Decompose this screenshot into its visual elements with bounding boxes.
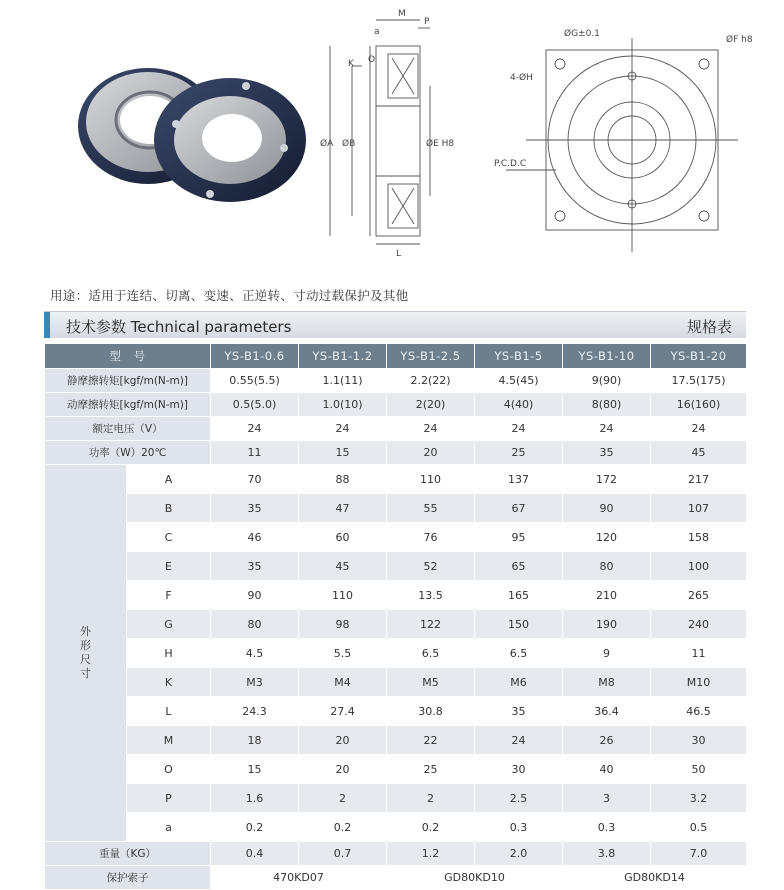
table-cell: 120	[563, 523, 651, 552]
table-cell: 47	[299, 494, 387, 523]
table-cell: M8	[563, 668, 651, 697]
table-cell: 45	[299, 552, 387, 581]
table-cell: 100	[651, 552, 747, 581]
label-H: 4-ØH	[510, 73, 533, 83]
table-cell: 11	[651, 639, 747, 668]
table-cell: 8(80)	[563, 393, 651, 417]
table-cell: 80	[211, 610, 299, 639]
table-cell: 80	[563, 552, 651, 581]
table-cell: 35	[211, 552, 299, 581]
table-cell: 76	[387, 523, 475, 552]
table-cell: 110	[299, 581, 387, 610]
table-cell: 22	[387, 726, 475, 755]
table-cell: 30	[475, 755, 563, 784]
dimension-label: G	[127, 610, 211, 639]
table-cell: 90	[563, 494, 651, 523]
table-cell: 30.8	[387, 697, 475, 726]
table-cell: 137	[475, 465, 563, 494]
table-cell: 24	[651, 417, 747, 441]
table-cell: 1.2	[387, 842, 475, 866]
table-cell: M5	[387, 668, 475, 697]
table-cell: 2	[387, 784, 475, 813]
row-label: 功率（W）20℃	[45, 441, 211, 465]
table-cell: 98	[299, 610, 387, 639]
dimension-label: O	[127, 755, 211, 784]
table-row	[45, 441, 747, 465]
table-cell: 2.2(22)	[387, 369, 475, 393]
usage-text: 用途：适用于连结、切离、变速、正逆转、寸动过载保护及其他	[50, 288, 409, 303]
table-cell: 1.6	[211, 784, 299, 813]
dimension-label: K	[127, 668, 211, 697]
table-cell: 35	[211, 494, 299, 523]
table-cell: 172	[563, 465, 651, 494]
header-model: YS-B1-10	[563, 344, 651, 369]
table-cell: 90	[211, 581, 299, 610]
table-cell: 20	[387, 441, 475, 465]
label-G: ØG±0.1	[564, 29, 600, 39]
dimension-label: F	[127, 581, 211, 610]
table-cell: 4.5	[211, 639, 299, 668]
label-a: a	[374, 27, 380, 37]
table-row	[45, 494, 747, 523]
banner-accent	[44, 312, 50, 338]
table-cell: 0.3	[563, 813, 651, 842]
dimension-label: M	[127, 726, 211, 755]
table-cell: 0.5	[651, 813, 747, 842]
header-model: YS-B1-0.6	[211, 344, 299, 369]
table-cell: 0.4	[211, 842, 299, 866]
table-cell: 2(20)	[387, 393, 475, 417]
table-cell: 70	[211, 465, 299, 494]
table-cell: 150	[475, 610, 563, 639]
table-cell: 40	[563, 755, 651, 784]
table-cell: 24	[475, 417, 563, 441]
table-cell: 0.2	[387, 813, 475, 842]
table-cell: 24	[387, 417, 475, 441]
table-cell: 110	[387, 465, 475, 494]
table-cell: 190	[563, 610, 651, 639]
header-model: YS-B1-2.5	[387, 344, 475, 369]
side-section-drawing	[318, 6, 468, 260]
table-cell: 165	[475, 581, 563, 610]
table-row	[45, 842, 747, 866]
table-cell: 240	[651, 610, 747, 639]
table-cell: 36.4	[563, 697, 651, 726]
table-cell: 24	[211, 417, 299, 441]
table-cell: 7.0	[651, 842, 747, 866]
table-cell: 9	[563, 639, 651, 668]
table-cell: 45	[651, 441, 747, 465]
table-cell: 26	[563, 726, 651, 755]
table-cell: M10	[651, 668, 747, 697]
front-view-drawing	[486, 20, 768, 260]
table-cell: 17.5(175)	[651, 369, 747, 393]
table-cell: 67	[475, 494, 563, 523]
banner-title: 技术参数 Technical parameters	[66, 318, 292, 336]
table-cell: 18	[211, 726, 299, 755]
table-cell: 24	[299, 417, 387, 441]
label-E: ØE H8	[426, 139, 455, 149]
table-cell: 158	[651, 523, 747, 552]
table-cell: 20	[299, 726, 387, 755]
table-row	[45, 639, 747, 668]
table-row	[45, 697, 747, 726]
row-label: 静摩擦转矩[kgf/m(N-m)]	[45, 369, 211, 393]
table-row	[45, 726, 747, 755]
header-row	[45, 344, 747, 369]
table-cell: 5.5	[299, 639, 387, 668]
table-cell: 1.0(10)	[299, 393, 387, 417]
table-cell: 3.8	[563, 842, 651, 866]
table-row	[45, 417, 747, 441]
table-cell: 25	[475, 441, 563, 465]
table-row	[45, 581, 747, 610]
table-cell: 24	[475, 726, 563, 755]
label-K: K	[348, 59, 354, 69]
table-cell: 25	[387, 755, 475, 784]
header-model: YS-B1-1.2	[299, 344, 387, 369]
table-cell: 24	[563, 417, 651, 441]
table-cell: 50	[651, 755, 747, 784]
dimension-label: a	[127, 813, 211, 842]
table-cell: 95	[475, 523, 563, 552]
label-PCD: P.C.D.C	[494, 159, 527, 169]
table-cell: 0.55(5.5)	[211, 369, 299, 393]
table-cell: 52	[387, 552, 475, 581]
dimension-label: A	[127, 465, 211, 494]
table-cell: 60	[299, 523, 387, 552]
dimension-label: P	[127, 784, 211, 813]
table-cell: 24.3	[211, 697, 299, 726]
label-A: ØA	[320, 139, 334, 149]
label-F: ØF h8	[726, 35, 753, 45]
drawings-area	[0, 0, 784, 280]
table-cell: 2.0	[475, 842, 563, 866]
label-O: O	[368, 55, 376, 65]
table-row	[45, 755, 747, 784]
row-label: 重量（KG）	[45, 842, 211, 866]
table-cell: 35	[475, 697, 563, 726]
row-label: 动摩擦转矩[kgf/m(N-m)]	[45, 393, 211, 417]
table-row	[45, 393, 747, 417]
table-cell: 1.1(11)	[299, 369, 387, 393]
product-photo	[70, 38, 310, 208]
table-cell: GD80KD10	[387, 866, 563, 890]
table-cell: 470KD07	[211, 866, 387, 890]
row-label: 额定电压（V）	[45, 417, 211, 441]
table-cell: 210	[563, 581, 651, 610]
table-cell: 88	[299, 465, 387, 494]
banner-right-label: 规格表	[686, 318, 732, 336]
table-cell: 46.5	[651, 697, 747, 726]
table-row	[45, 668, 747, 697]
table-cell: 0.2	[211, 813, 299, 842]
table-cell: 15	[299, 441, 387, 465]
section-banner	[44, 311, 746, 338]
table-row	[45, 523, 747, 552]
table-cell: 46	[211, 523, 299, 552]
table-cell: 2	[299, 784, 387, 813]
table-row	[45, 866, 747, 890]
row-label: 保护索子	[45, 866, 211, 890]
table-cell: 16(160)	[651, 393, 747, 417]
table-cell: 2.5	[475, 784, 563, 813]
table-cell: M4	[299, 668, 387, 697]
table-cell: 0.7	[299, 842, 387, 866]
dimension-label: B	[127, 494, 211, 523]
table-cell: 15	[211, 755, 299, 784]
table-cell: 6.5	[475, 639, 563, 668]
header-model-label: 型 号	[45, 344, 211, 369]
spec-table	[44, 343, 747, 890]
table-cell: 13.5	[387, 581, 475, 610]
table-cell: 3	[563, 784, 651, 813]
table-cell: M6	[475, 668, 563, 697]
table-cell: 65	[475, 552, 563, 581]
table-cell: M3	[211, 668, 299, 697]
table-row	[45, 610, 747, 639]
table-cell: 27.4	[299, 697, 387, 726]
table-cell: 4.5(45)	[475, 369, 563, 393]
table-cell: 20	[299, 755, 387, 784]
table-row	[45, 369, 747, 393]
dimension-label: L	[127, 697, 211, 726]
table-cell: 107	[651, 494, 747, 523]
table-cell: 0.2	[299, 813, 387, 842]
label-M: M	[398, 9, 406, 19]
label-P: P	[424, 17, 430, 27]
table-cell: 217	[651, 465, 747, 494]
table-cell: 9(90)	[563, 369, 651, 393]
dimension-label: E	[127, 552, 211, 581]
table-cell: 0.5(5.0)	[211, 393, 299, 417]
table-row	[45, 465, 747, 494]
label-L: L	[396, 249, 402, 259]
dimension-label: C	[127, 523, 211, 552]
table-cell: 4(40)	[475, 393, 563, 417]
header-model: YS-B1-5	[475, 344, 563, 369]
table-cell: 3.2	[651, 784, 747, 813]
label-B: ØB	[342, 139, 356, 149]
table-cell: 6.5	[387, 639, 475, 668]
table-row	[45, 552, 747, 581]
header-model: YS-B1-20	[651, 344, 747, 369]
table-cell: 30	[651, 726, 747, 755]
table-cell: 0.3	[475, 813, 563, 842]
dimension-group-label: 外形尺寸	[45, 465, 127, 842]
table-cell: 122	[387, 610, 475, 639]
table-cell: 11	[211, 441, 299, 465]
dimension-label: H	[127, 639, 211, 668]
table-cell: 265	[651, 581, 747, 610]
table-cell: 35	[563, 441, 651, 465]
table-row	[45, 813, 747, 842]
table-cell: 55	[387, 494, 475, 523]
table-cell: GD80KD14	[563, 866, 747, 890]
table-row	[45, 784, 747, 813]
